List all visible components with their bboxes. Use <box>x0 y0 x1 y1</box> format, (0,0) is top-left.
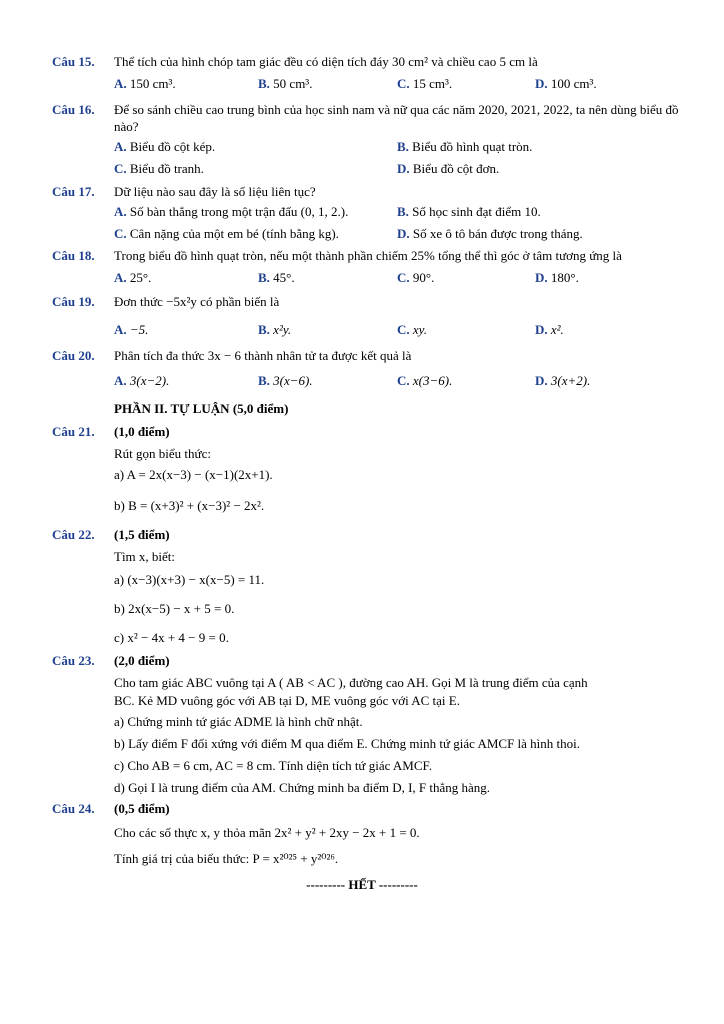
question-points: (1,0 điểm) <box>114 424 170 439</box>
option-c: C. x(3−6). <box>397 373 453 388</box>
question-text: Để so sánh chiều cao trung bình của học sinh nam và nữ qua các năm 2020, 2021, 2022, ta nên dùng biểu đồ nào? <box>114 102 679 134</box>
question-number: Câu 18. <box>52 248 95 263</box>
question-number: Câu 21. <box>52 424 95 439</box>
option-c: C. 15 cm³. <box>397 76 453 91</box>
sub-item: a) A = 2x(x−3) − (x−1)(2x+1). <box>114 467 273 482</box>
option-d: D. x². <box>535 322 564 337</box>
option-b: B. Số học sinh đạt điểm 10. <box>397 204 541 219</box>
question-24 <box>52 800 682 817</box>
question-number: Câu 16. <box>52 102 95 117</box>
option-a: A. Biểu đồ cột kép. <box>114 139 216 154</box>
option-b: B. 50 cm³. <box>258 76 313 91</box>
option-d: D. 100 cm³. <box>535 76 597 91</box>
question-text: Phân tích đa thức 3x − 6 thành nhân tử ta được kết quả là <box>114 348 412 363</box>
question-23 <box>52 652 682 669</box>
option-d: D. Biểu đồ cột đơn. <box>397 161 500 176</box>
question-number: Câu 23. <box>52 653 95 668</box>
question-intro: Tìm x, biết: <box>114 549 176 564</box>
sub-item: b) Lấy điểm F đối xứng với điểm M qua điểm E. Chứng minh tứ giác AMCF là hình thoi. <box>114 736 581 751</box>
question-number: Câu 22. <box>52 527 95 542</box>
question-17 <box>52 183 682 244</box>
question-number: Câu 20. <box>52 348 95 363</box>
question-points: (1,5 điểm) <box>114 527 170 542</box>
option-b: B. Biểu đồ hình quạt tròn. <box>397 139 533 154</box>
option-b: B. 3(x−6). <box>258 373 313 388</box>
question-points: (0,5 điểm) <box>114 801 170 816</box>
option-d: D. 180°. <box>535 270 579 285</box>
end-marker: --------- HẾT --------- <box>306 877 418 892</box>
question-text: Tính giá trị của biểu thức: P = x²⁰²⁵ + y²⁰²⁶. <box>114 851 339 866</box>
question-19 <box>52 293 682 340</box>
question-18 <box>52 247 682 288</box>
question-22 <box>52 526 682 543</box>
sub-item: c) x² − 4x + 4 − 9 = 0. <box>114 630 229 645</box>
sub-item: b) B = (x+3)² + (x−3)² − 2x². <box>114 498 265 513</box>
option-d: D. Số xe ô tô bán được trong tháng. <box>397 226 583 241</box>
option-a: A. 150 cm³. <box>114 76 176 91</box>
option-b: B. x²y. <box>258 322 292 337</box>
question-number: Câu 24. <box>52 801 95 816</box>
sub-item: c) Cho AB = 6 cm, AC = 8 cm. Tính diện tích tứ giác AMCF. <box>114 758 432 773</box>
section-heading: PHẦN II. TỰ LUẬN (5,0 điểm) <box>114 401 289 416</box>
option-a: A. Số bàn thắng trong một trận đấu (0, 1, 2.). <box>114 204 349 219</box>
option-c: C. Biểu đồ tranh. <box>114 161 204 176</box>
option-b: B. 45°. <box>258 270 295 285</box>
question-15 <box>52 53 682 94</box>
question-points: (2,0 điểm) <box>114 653 170 668</box>
sub-item: a) Chứng minh tứ giác ADME là hình chữ nhật. <box>114 714 363 729</box>
question-text: Cho các số thực x, y thỏa mãn 2x² + y² + 2xy − 2x + 1 = 0. <box>114 825 420 840</box>
sub-item: a) (x−3)(x+3) − x(x−5) = 11. <box>114 572 265 587</box>
option-d: D. 3(x+2). <box>535 373 591 388</box>
question-intro: Cho tam giác ABC vuông tại A ( AB < AC ), đường cao AH. Gọi M là trung điểm của cạnh <box>114 675 588 690</box>
option-c: C. Cân nặng của một em bé (tính bằng kg). <box>114 226 339 241</box>
option-c: C. 90°. <box>397 270 435 285</box>
option-a: A. 3(x−2). <box>114 373 170 388</box>
question-intro: Rút gọn biểu thức: <box>114 446 211 461</box>
question-text: Đơn thức −5x²y có phần biến là <box>114 294 280 309</box>
question-text: Thể tích của hình chóp tam giác đều có diện tích đáy 30 cm² và chiều cao 5 cm là <box>114 54 538 69</box>
question-20 <box>52 347 682 391</box>
question-16 <box>52 101 682 179</box>
option-c: C. xy. <box>397 322 427 337</box>
sub-item: d) Gọi I là trung điểm của AM. Chứng minh ba điểm D, I, F thẳng hàng. <box>114 780 491 795</box>
question-text: Trong biểu đồ hình quạt tròn, nếu một thành phần chiếm 25% tổng thể thì góc ở tâm tương ứng là <box>114 248 622 263</box>
question-number: Câu 19. <box>52 294 95 309</box>
question-intro: BC. Kẻ MD vuông góc với AB tại D, ME vuông góc với AC tại E. <box>114 693 460 708</box>
question-text: Dữ liệu nào sau đây là số liệu liên tục? <box>114 184 316 199</box>
option-a: A. −5. <box>114 322 149 337</box>
question-21 <box>52 423 682 440</box>
question-number: Câu 15. <box>52 54 95 69</box>
sub-item: b) 2x(x−5) − x + 5 = 0. <box>114 601 235 616</box>
option-a: A. 25°. <box>114 270 152 285</box>
question-number: Câu 17. <box>52 184 95 199</box>
